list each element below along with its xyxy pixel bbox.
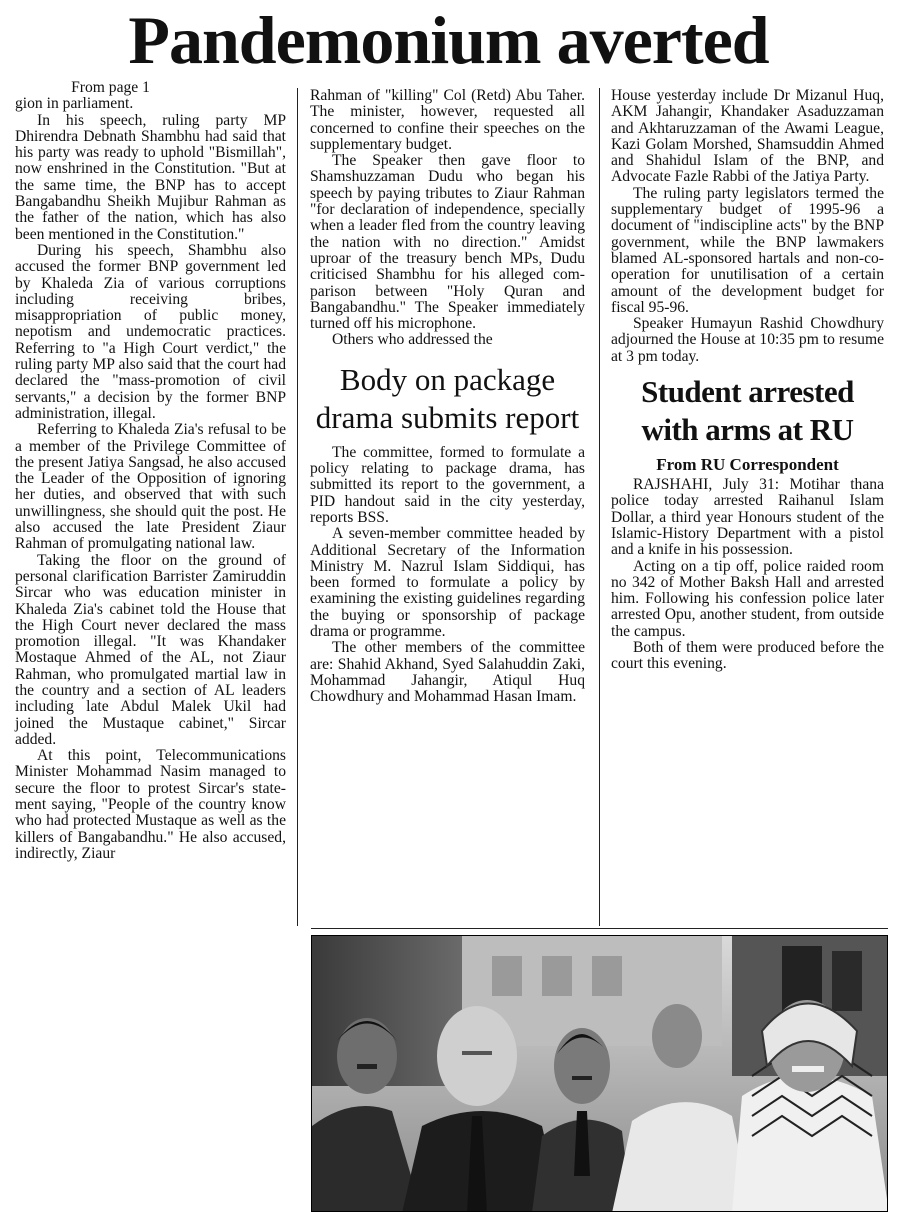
paragraph: Others who addressed the	[332, 331, 493, 349]
paragraph: A seven-member committee headed by Additional Secretary of the Information Ministry M. Nazrul Islam Siddiqui, has been formed to formulate a policy by examining the existing guidelines regarding the buying or sponsorship of package drama or programme.	[310, 525, 585, 641]
paragraph: At this point, Telecommunications Minister Mohammad Nasim managed to secure the floor to protest Sircar's statement saying, "People of the country know who had protected Mustaque as well as the killers of Bangabandhu." He also accused, indirectly, Ziaur	[15, 747, 286, 862]
photo-top-rule	[311, 928, 888, 929]
paragraph: Acting on a tip off, police raided room no 342 of Mother Baksh Hall and arrested him. Following his confession police later arrested Opu, another student, from outside the campus.	[611, 557, 884, 640]
article-column-3	[611, 88, 884, 673]
paragraph: Both of them were produced before the court this evening.	[611, 639, 884, 673]
paragraph: gion in parliament.	[15, 95, 134, 113]
article-column-1	[15, 80, 286, 862]
column-rule-1	[297, 88, 298, 926]
sub-headline-package-drama: Body on package drama submits report	[315, 361, 580, 435]
paragraph: RAJSHAHI, July 31: Motihar thana police today arrested Raihanul Islam Dollar, a third year Honours student of the Islamic-History Department with a pistol and a knife in his possession.	[611, 476, 884, 559]
paragraph: During his speech, Shambhu also accused the former BNP government led by Khaleda Zia of various corruptions including receiving bribes, misappropriation of public money, nepotism and undemocratic practices. Referring to "a High Court verdict," the ruling party MP also said that the court had declared the "mass-promotion of civil servants," a decision by the former BNP administration, illegal.	[15, 241, 286, 422]
paragraph: Rahman of "killing" Col (Retd) Abu Taher. The minister, however, requested all concerned to confine their speeches on the supplementary budget.	[310, 87, 585, 153]
paragraph: Taking the floor on the ground of personal clarification Barrister Zamiruddin Sircar who was education minister in Khaleda Zia's cabinet told the House that the High Court never declared the mass promotion illegal. "It was Khandaker Mostaque Ahmed of the AL, not Ziaur Rahman, who promulgated martial law in the country and a section of AL leaders including late Abdul Malek Ukil had joined the Mustaque cabinet," Sircar added.	[15, 551, 286, 748]
paragraph: Speaker Humayun Rashid Chowdhury adjourned the House at 10:35 pm to resume at 3 pm today.	[611, 315, 884, 365]
byline: From RU Correspondent	[656, 455, 839, 475]
news-photo	[311, 935, 888, 1212]
article-column-2	[310, 88, 585, 706]
sub-headline-student-arrested: Student arrested with arms at RU	[641, 374, 854, 448]
paragraph: Referring to Khaleda Zia's refusal to be a member of the Privilege Committee of the present Jatiya Sangsad, he also accused the Leader of the Opposition of ignoring her duties, and observed that with such unwillingness, she should quit the post. He also accused the late President Ziaur Rahman of promulgating national law.	[15, 421, 286, 553]
paragraph: The other members of the committee are: Shahid Akhand, Syed Salahuddin Zaki, Mohammad Jahangir, Atiqul Huq Chowdhury and Mohammad Hasan Imam.	[310, 639, 585, 706]
paragraph: The ruling party legislators termed the supplementary budget of 1995-96 a document of "indiscipline acts" by the BNP government, while the BNP lawmakers blamed AL-sponsored hartals and non-cooperation for unutilisation of a certain amount of the development budget for fiscal 95-96.	[611, 184, 884, 316]
paragraph: In his speech, ruling party MP Dhirendra Debnath Shambhu had said that his party was ready to uphold "Bismillah", now enshrined in the Constitution. "But at the same time, the BNP has to accept Bangabandhu Sheikh Mujibur Rahman as the father of the nation, which has also been mentioned in the Constitution."	[15, 111, 286, 243]
headline: Pandemonium averted	[128, 2, 769, 78]
column-rule-2	[599, 88, 600, 926]
from-page-label: From page 1	[71, 79, 150, 96]
paragraph: House yesterday include Dr Mizanul Huq, AKM Jahangir, Khandaker Asaduzzaman and Akhtaruzzaman of the Awami League, Kazi Golam Morshed, Shamsuddin Ahmed and Shahidul Islam of the BNP, and Advocate Fazle Rabbi of the Jatiya Party.	[611, 87, 884, 186]
paragraph: The Speaker then gave floor to Shamshuzzaman Dudu who began his speech by paying tributes to Ziaur Rahman "for declaration of independence, specially when a leader fled from the country leaving the nation with no direction." Amidst uproar of the treasury bench MPs, Dudu criticised Shambhu for his alleged comparison between "Holy Quran and Bangabandhu." The Speaker immediately turned off his microphone.	[310, 152, 585, 333]
paragraph: The committee, formed to formulate a policy relating to package drama, has submitted its report to the government, a PID handout said in the city yesterday, reports BSS.	[310, 443, 585, 526]
